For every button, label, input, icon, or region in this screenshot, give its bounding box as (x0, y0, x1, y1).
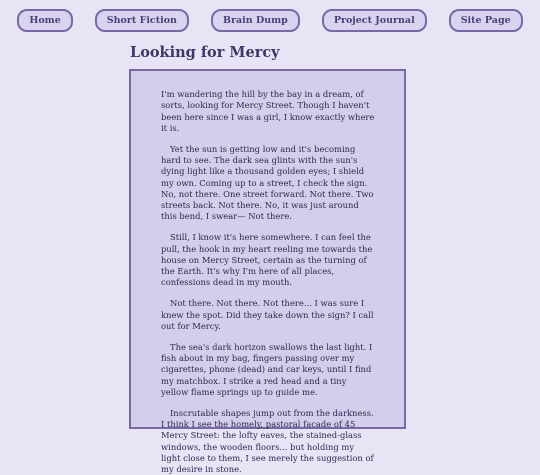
story-container (129, 69, 406, 475)
nav-site-page-button[interactable]: Site Page (449, 9, 523, 32)
nav-short-fiction-button[interactable]: Short Fiction (95, 9, 189, 32)
nav-home-button[interactable]: Home (17, 9, 72, 32)
story-paragraph: The sea's dark horizon swallows the last light. I fish about in my bag, fingers passing over my cigarettes, phone (dead) and car keys, until I find my matchbox. I strike a red head and a tiny yellow flame springs up to guide me. (161, 341, 373, 397)
main-nav (0, 9, 540, 32)
story-paragraph: I'm wandering the hill by the bay in a dream, of sorts, looking for Mercy Street. Though I haven't been here since I was a girl, I know exactly where it is. (161, 89, 375, 133)
nav-project-journal-button[interactable]: Project Journal (322, 9, 427, 32)
story-paragraph: Inscrutable shapes jump out from the darkness. I think I see the homely, pastoral facade of 45 Mercy Street: the lofty eaves, the stained-glass windows, the wooden floors... but holding my light close to them, I see merely the suggestion of my desire in stone. (161, 407, 374, 475)
page-title: Looking for Mercy (130, 44, 280, 61)
story-paragraph: Yet the sun is getting low and it's becoming hard to see. The dark sea glints with the sun's dying light like a thousand golden eyes; I shield my own. Coming up to a street, I check the sign. No, not there. One street forward. Not there. Two streets back. Not there. No, it was just around this bend, I swear— Not there. (161, 143, 374, 222)
story-paragraph: Not there. Not there. Not there... I was sure I knew the spot. Did they take down the sign? I call out for Mercy. (161, 298, 374, 331)
nav-brain-dump-button[interactable]: Brain Dump (211, 9, 300, 32)
story-paragraph: Still, I know it's here somewhere. I can feel the pull, the hook in my heart reeling me towards the house on Mercy Street, certain as the turning of the Earth. It's why I'm here of all places, confessions dead in my mouth. (161, 232, 373, 288)
